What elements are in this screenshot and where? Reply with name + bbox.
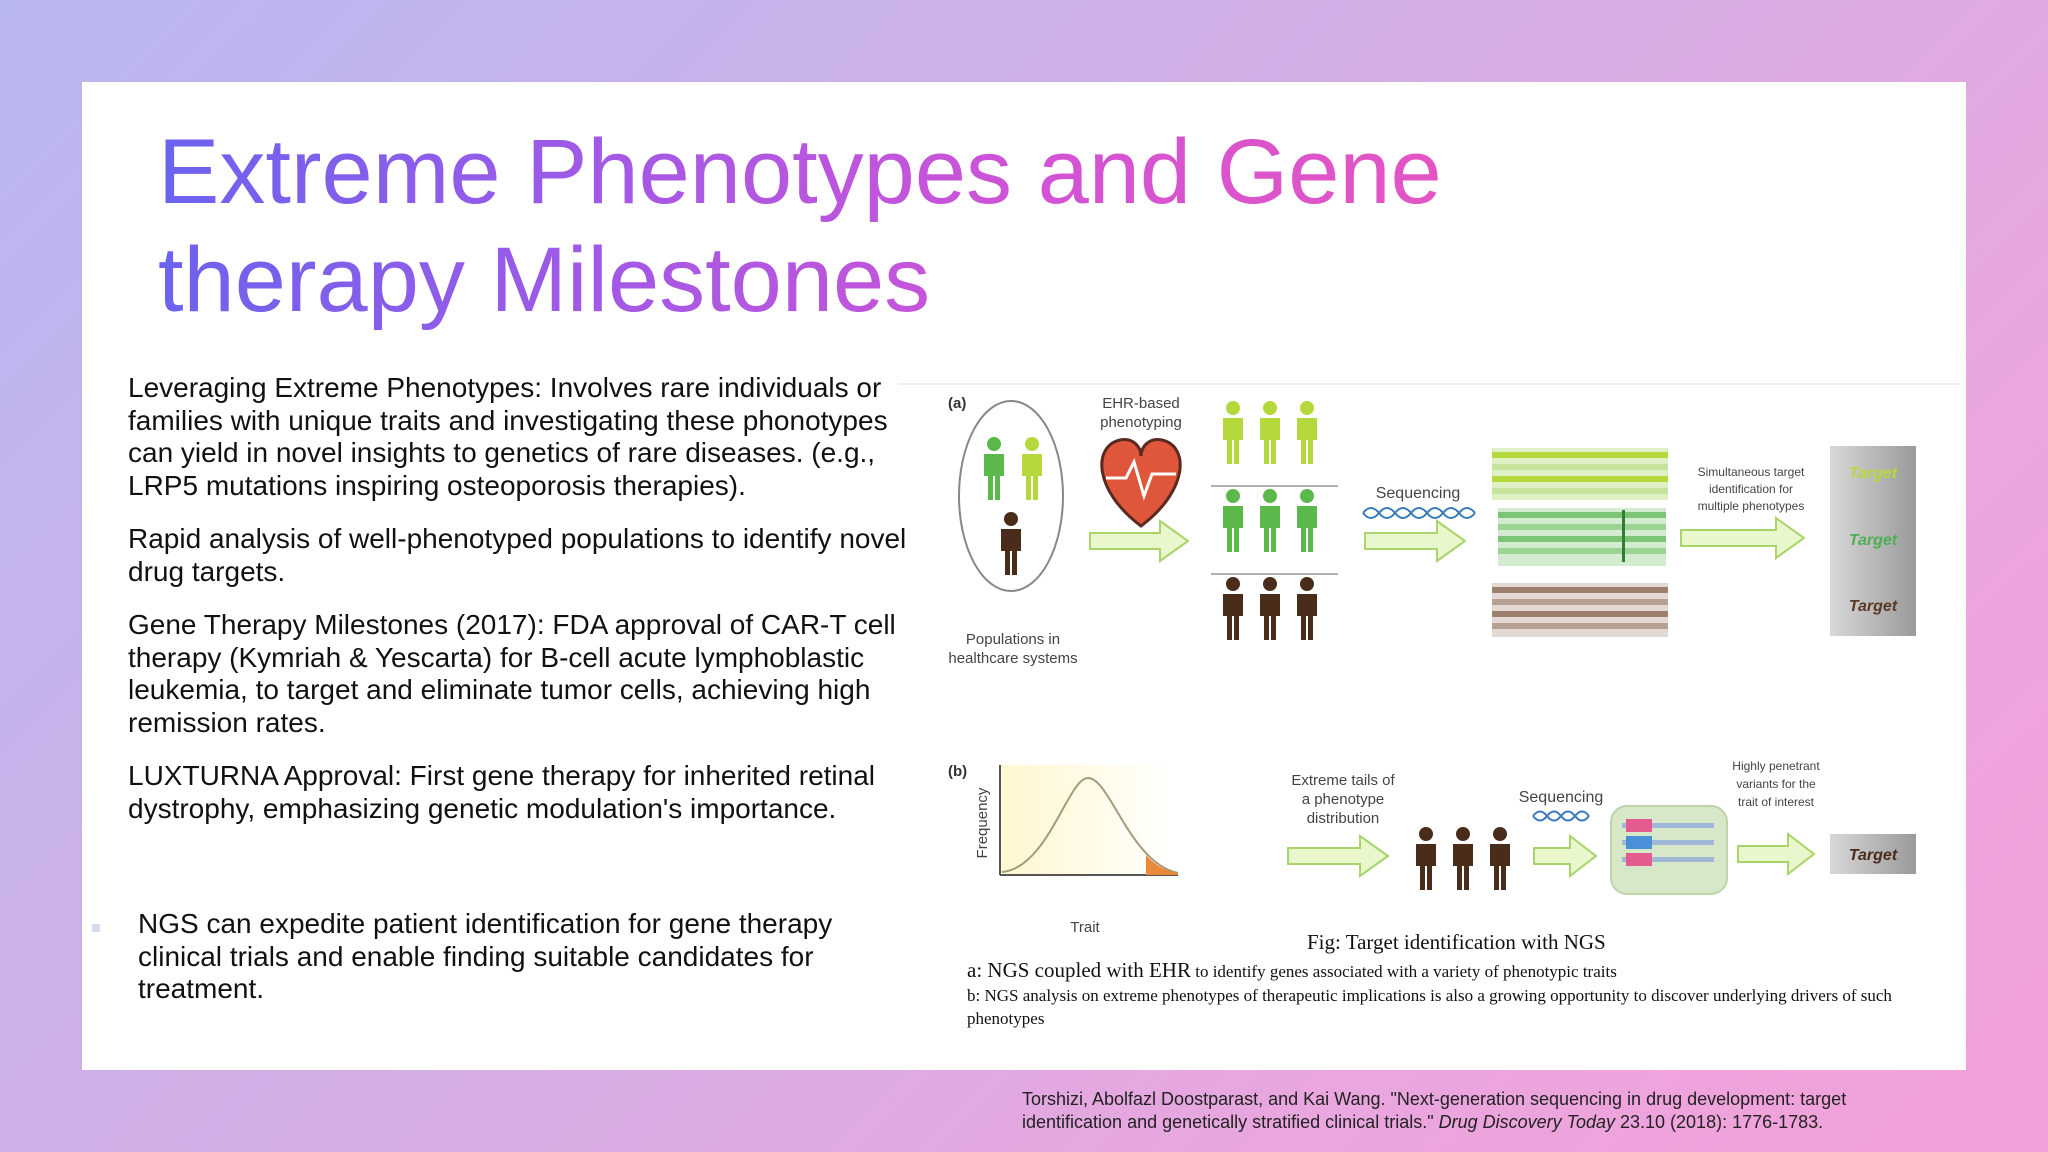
population-ellipse bbox=[959, 401, 1063, 591]
figure-caption-title: Fig: Target identification with NGS bbox=[1307, 930, 1606, 954]
citation-tail: 23.10 (2018): 1776-1783. bbox=[1615, 1112, 1824, 1132]
population-people-icon bbox=[984, 437, 1042, 575]
bullet-extreme-phenotypes: Leveraging Extreme Phenotypes: Involves rare individuals or families with unique traits and investigating these phonotypes can yield in novel insights to genetics of rare diseases. (e.g., LRP5 mutations inspiring osteoporosis therapies). bbox=[128, 372, 888, 501]
extreme-tails-label-3: distribution bbox=[1306, 810, 1380, 827]
green-reads-icon bbox=[1498, 508, 1666, 566]
citation bbox=[1022, 1088, 1942, 1134]
bullet-gene-therapy-milestones: Gene Therapy Milestones (2017): FDA approval of CAR-T cell therapy (Kymriah & Yescarta) for B-cell acute lymphoblastic leukemia, to target and eliminate tumor cells, achieving high remission rates. bbox=[128, 609, 896, 738]
sequencing-label-b: Sequencing bbox=[1518, 789, 1604, 806]
simultaneous-label-1: Simultaneous target bbox=[1697, 465, 1805, 479]
panel-b-label: (b) bbox=[948, 763, 968, 780]
extreme-tails-label-1: Extreme tails of bbox=[1291, 772, 1395, 789]
caption-a-detail: to identify genes associated with a variety of phenotypic traits bbox=[1190, 962, 1617, 981]
arrow-extreme-icon bbox=[1288, 836, 1388, 876]
arrow-sequencing-a-icon bbox=[1365, 521, 1465, 561]
extreme-tails-label-2: a phenotype bbox=[1301, 791, 1385, 808]
brown-reads-icon bbox=[1492, 583, 1668, 637]
title-line-1: Extreme Phenotypes and Gene bbox=[158, 121, 1442, 223]
populations-label-1: Populations in bbox=[965, 631, 1061, 648]
populations-label-2: healthcare systems bbox=[948, 650, 1078, 667]
penetrant-label-2: variants for the bbox=[1736, 777, 1816, 791]
arrow-ehr-icon bbox=[1090, 521, 1188, 561]
citation-journal: Drug Discovery Today bbox=[1438, 1112, 1615, 1132]
bullet-list bbox=[128, 372, 908, 846]
phenotype-group-light-green-icon bbox=[1223, 401, 1317, 464]
simultaneous-label-2: identification for bbox=[1708, 482, 1794, 496]
penetrant-label-3: trait of interest bbox=[1737, 795, 1815, 809]
extreme-people-icon bbox=[1416, 827, 1510, 890]
panel-a-label: (a) bbox=[948, 395, 967, 412]
citation-text: Torshizi, Abolfazl Doostparast, and Kai Wang. "Next-generation sequencing in drug development: target identification and genetically stratified clinical trials." bbox=[1022, 1089, 1847, 1132]
target-identification-figure bbox=[898, 378, 1960, 938]
caption-a-main: a: NGS coupled with EHR bbox=[967, 958, 1191, 982]
bullet-ngs: NGS can expedite patient identification for gene therapy clinical trials and enable finding suitable candidates for treatment. bbox=[138, 908, 833, 1004]
sequencing-label-a: Sequencing bbox=[1375, 485, 1461, 502]
bullet-square-icon bbox=[92, 924, 100, 932]
target-label-1: Target bbox=[1848, 465, 1898, 482]
target-label-b: Target bbox=[1848, 847, 1898, 864]
phenotype-group-brown-icon bbox=[1223, 577, 1317, 640]
target-label-2: Target bbox=[1848, 532, 1898, 549]
ehr-label-2: phenotyping bbox=[1100, 414, 1182, 431]
simultaneous-label-3: multiple phenotypes bbox=[1697, 499, 1805, 513]
figure-caption-b: b: NGS analysis on extreme phenotypes of therapeutic implications is also a growing opportunity to discover underlying drivers of such phenotypes bbox=[967, 986, 1892, 1028]
variant-reads-icon bbox=[1622, 819, 1714, 866]
arrow-target-a-icon bbox=[1681, 518, 1804, 558]
title-line-2: therapy Milestones bbox=[158, 229, 931, 331]
slide-title bbox=[158, 118, 1658, 334]
penetrant-label-1: Highly penetrant bbox=[1732, 759, 1820, 773]
arrow-sequencing-b-icon bbox=[1534, 836, 1596, 876]
arrow-target-b-icon bbox=[1738, 834, 1814, 874]
bullet-rapid-analysis: Rapid analysis of well-phenotyped populations to identify novel drug targets. bbox=[128, 523, 907, 587]
light-green-reads-icon bbox=[1492, 448, 1668, 500]
bullet-luxturna: LUXTURNA Approval: First gene therapy for inherited retinal dystrophy, emphasizing genetic modulation's importance. bbox=[128, 760, 876, 824]
frequency-axis-label: Frequency bbox=[974, 787, 991, 859]
trait-axis-label: Trait bbox=[1070, 919, 1100, 936]
target-label-3: Target bbox=[1848, 598, 1898, 615]
phenotype-group-green-icon bbox=[1223, 489, 1317, 552]
ehr-label-1: EHR-based bbox=[1102, 395, 1180, 412]
figure-caption-a bbox=[967, 958, 1617, 983]
